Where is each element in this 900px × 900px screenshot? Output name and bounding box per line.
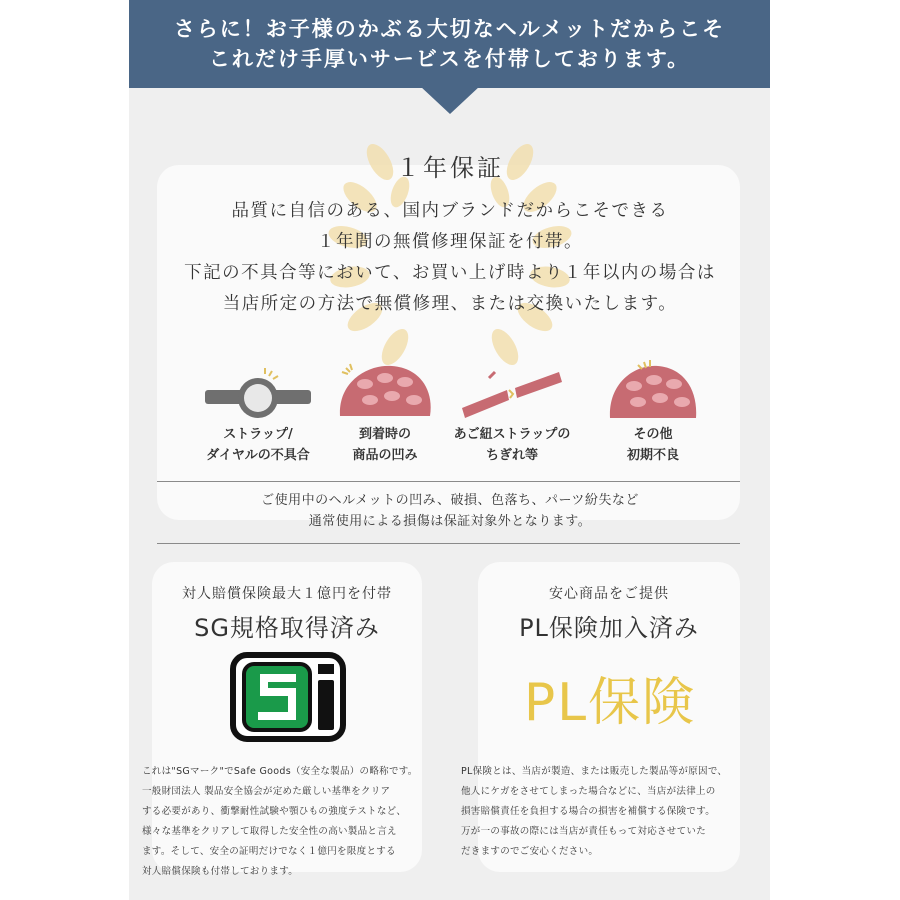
- pl-title: PL保険加入済み: [519, 614, 699, 642]
- issue-label: ストラップ/ ダイヤルの不具合: [206, 427, 310, 463]
- warranty-exclusion-note: ご使用中のヘルメットの凹み、破損、色落ち、パーツ紛失など 通常使用による損傷は保証対象外となります。: [261, 493, 639, 529]
- warranty-description: [140, 196, 760, 320]
- warranty-line: 当店所定の方法で無償修理、または交換いたします。: [222, 294, 678, 314]
- warranty-line: 品質に自信のある、国内ブランドだからこそできる: [231, 201, 669, 221]
- sg-subtitle: 対人賠償保険最大１億円を付帯: [182, 586, 392, 602]
- issue-label: その他 初期不良: [626, 427, 679, 463]
- pl-description: PL保険とは、当店が製造、または販売した製品等が原因で、 他人にケガをさせてしまった場合などに、当店が法律上の 損害賠償責任を負担する場合の損害を補償する保険です。 万が一の事故の際には当店が責任もって対応させていた だきますのでご安心ください。: [461, 766, 728, 857]
- sg-mark-icon: [230, 652, 346, 742]
- sg-description: これは"SGマーク"でSafe Goods（安全な製品）の略称です。 一般財団法人 製品安全協会が定めた厳しい基準をクリア する必要があり、衝撃耐性試験や顎ひもの強度テストなど、 様々な基準をクリアして取得した安全性の高い製品と言え ます。そして、安全の証明だけでなく１億円を限度とする 対人賠償保険も付帯しております。: [142, 766, 418, 877]
- sg-title: SG規格取得済み: [194, 614, 380, 642]
- section-divider: [157, 543, 740, 544]
- banner-line-2: これだけ手厚いサービスを付帯しております。: [208, 47, 691, 71]
- banner-arrow: [420, 86, 480, 114]
- warranty-title: １年保証: [396, 154, 504, 182]
- pl-subtitle: 安心商品をご提供: [549, 586, 669, 602]
- pl-insurance-logo: PL保険: [523, 673, 697, 733]
- torn-strap-icon: [437, 360, 587, 424]
- header-banner: [129, 0, 770, 88]
- banner-line-1: さらに！お子様のかぶる大切なヘルメットだからこそ: [173, 17, 726, 41]
- issue-label: 到着時の 商品の凹み: [352, 427, 418, 463]
- warranty-line: 下記の不具合等において、お買い上げ時より１年以内の場合は: [184, 263, 716, 283]
- note-divider: [157, 481, 740, 482]
- warranty-line: １年間の無償修理保証を付帯。: [317, 232, 583, 252]
- issue-torn-strap: [437, 360, 587, 470]
- issue-other-defect: [578, 360, 728, 470]
- helmet-defect-icon: [578, 360, 728, 424]
- issue-label: あご紐ストラップの ちぎれ等: [453, 427, 571, 463]
